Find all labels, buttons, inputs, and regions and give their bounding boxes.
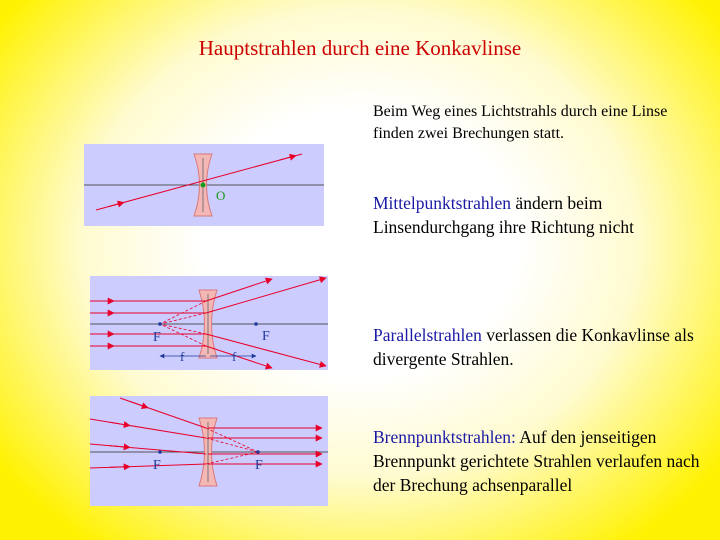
- focal-label-left: F: [153, 458, 161, 473]
- central-ray-diagram: [84, 144, 324, 226]
- page-title: Hauptstrahlen durch eine Konkavlinse: [198, 36, 522, 60]
- center-label: O: [216, 188, 226, 203]
- focal-length-label-right: f: [232, 349, 237, 364]
- text-focal-rays: Auf den jenseitigen Brennpunkt gerichtete Strahlen verlaufen nach der Brechung achsenparallel: [373, 427, 700, 495]
- focal-point-left: [158, 450, 162, 454]
- lens-center-point: [201, 183, 206, 188]
- focal-length-label-left: f: [180, 349, 185, 364]
- focal-rays-diagram: [90, 396, 328, 506]
- focal-point-right: [256, 450, 260, 454]
- focal-label-left: F: [153, 330, 161, 345]
- section-parallel-rays: [373, 323, 703, 371]
- focal-point-right: [254, 322, 258, 326]
- keyword-center-rays: Mittelpunktstrahlen: [373, 193, 512, 213]
- intro-text: Beim Weg eines Lichtstrahls durch eine Linse finden zwei Brechungen statt.: [373, 103, 668, 142]
- focal-point-left: [158, 322, 162, 326]
- focal-ray-arrow-4: [110, 467, 130, 468]
- text-center-rays: ändern beim Linsendurchgang ihre Richtung nicht: [373, 193, 634, 237]
- focal-label-right: F: [255, 458, 263, 473]
- section-focal-rays: [373, 425, 703, 497]
- section-center-rays: [373, 191, 703, 239]
- keyword-focal-rays: Brennpunktstrahlen:: [373, 427, 516, 447]
- text-parallel-rays: verlassen die Konkavlinse als divergente Strahlen.: [373, 325, 694, 369]
- keyword-parallel-rays: Parallelstrahlen: [373, 325, 482, 345]
- parallel-rays-diagram: [90, 276, 328, 370]
- focal-label-right: F: [262, 329, 270, 344]
